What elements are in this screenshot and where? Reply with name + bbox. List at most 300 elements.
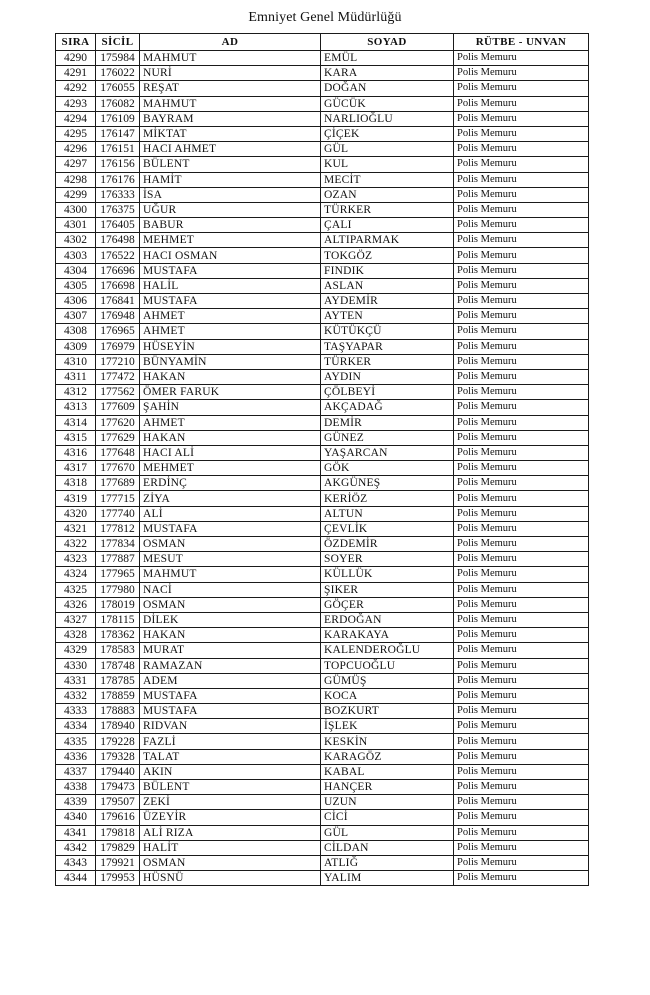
table-row [56,476,589,491]
column-header-sira: SIRA [56,34,96,51]
cell-soyad: DOĞAN [321,81,454,96]
cell-sicil: 177648 [96,445,140,460]
cell-ad: ERDİNÇ [140,476,321,491]
cell-sira: 4317 [56,461,96,476]
cell-soyad: ÇİÇEK [321,126,454,141]
cell-ad: MUSTAFA [140,704,321,719]
cell-sicil: 176147 [96,126,140,141]
cell-ad: MUSTAFA [140,294,321,309]
cell-rutbe-unvan: Polis Memuru [454,263,589,278]
cell-sira: 4313 [56,400,96,415]
cell-sira: 4310 [56,354,96,369]
cell-ad: MUSTAFA [140,263,321,278]
table-row [56,294,589,309]
cell-sira: 4306 [56,294,96,309]
cell-soyad: MECİT [321,172,454,187]
cell-rutbe-unvan: Polis Memuru [454,324,589,339]
cell-soyad: GÜMÜŞ [321,673,454,688]
table-row [56,339,589,354]
cell-ad: BÜLENT [140,780,321,795]
cell-sicil: 179507 [96,795,140,810]
cell-soyad: GÜL [321,825,454,840]
cell-sicil: 178583 [96,643,140,658]
cell-sira: 4303 [56,248,96,263]
table-row [56,491,589,506]
cell-sicil: 177629 [96,430,140,445]
cell-sira: 4341 [56,825,96,840]
table-row [56,734,589,749]
cell-sicil: 177887 [96,552,140,567]
cell-sira: 4312 [56,385,96,400]
cell-rutbe-unvan: Polis Memuru [454,400,589,415]
table-row [56,96,589,111]
table-row [56,263,589,278]
cell-rutbe-unvan: Polis Memuru [454,810,589,825]
cell-rutbe-unvan: Polis Memuru [454,415,589,430]
cell-sicil: 177834 [96,537,140,552]
column-header-ad: AD [140,34,321,51]
cell-rutbe-unvan: Polis Memuru [454,582,589,597]
cell-sicil: 179818 [96,825,140,840]
table-row [56,430,589,445]
cell-soyad: GÖÇER [321,597,454,612]
cell-rutbe-unvan: Polis Memuru [454,825,589,840]
table-row [56,461,589,476]
header-row [56,34,589,51]
cell-sicil: 178019 [96,597,140,612]
cell-rutbe-unvan: Polis Memuru [454,612,589,627]
table-row [56,855,589,870]
cell-soyad: KUL [321,157,454,172]
cell-ad: HACI AHMET [140,142,321,157]
cell-sira: 4344 [56,871,96,886]
table-row [56,248,589,263]
cell-ad: HÜSEYİN [140,339,321,354]
cell-sira: 4342 [56,840,96,855]
cell-soyad: AYDIN [321,369,454,384]
cell-sicil: 176333 [96,187,140,202]
cell-sicil: 176055 [96,81,140,96]
cell-ad: BABUR [140,218,321,233]
table-row [56,673,589,688]
cell-sira: 4322 [56,537,96,552]
cell-sira: 4291 [56,66,96,81]
cell-rutbe-unvan: Polis Memuru [454,780,589,795]
cell-ad: ALİ [140,506,321,521]
document-title: Emniyet Genel Müdürlüğü [248,10,402,25]
cell-sira: 4311 [56,369,96,384]
cell-soyad: ŞIKER [321,582,454,597]
cell-sira: 4307 [56,309,96,324]
cell-sira: 4293 [56,96,96,111]
cell-soyad: NARLIOĞLU [321,111,454,126]
cell-sira: 4290 [56,51,96,66]
cell-sicil: 175984 [96,51,140,66]
cell-rutbe-unvan: Polis Memuru [454,567,589,582]
table-header [56,34,589,51]
cell-rutbe-unvan: Polis Memuru [454,96,589,111]
cell-sicil: 177740 [96,506,140,521]
cell-sicil: 178748 [96,658,140,673]
cell-sira: 4294 [56,111,96,126]
table-row [56,415,589,430]
cell-sira: 4304 [56,263,96,278]
cell-ad: ZİYA [140,491,321,506]
cell-ad: TALAT [140,749,321,764]
cell-soyad: BOZKURT [321,704,454,719]
cell-ad: NACİ [140,582,321,597]
cell-sicil: 177980 [96,582,140,597]
cell-sicil: 176696 [96,263,140,278]
cell-rutbe-unvan: Polis Memuru [454,142,589,157]
cell-soyad: KARAKAYA [321,628,454,643]
cell-sira: 4336 [56,749,96,764]
table-row [56,521,589,536]
table-row [56,278,589,293]
cell-rutbe-unvan: Polis Memuru [454,157,589,172]
cell-sicil: 178883 [96,704,140,719]
cell-sira: 4305 [56,278,96,293]
table-row [56,825,589,840]
table-row [56,764,589,779]
cell-soyad: CİCİ [321,810,454,825]
cell-rutbe-unvan: Polis Memuru [454,537,589,552]
cell-ad: OSMAN [140,537,321,552]
cell-sicil: 177689 [96,476,140,491]
cell-soyad: KARAGÖZ [321,749,454,764]
cell-sicil: 176979 [96,339,140,354]
cell-ad: UĞUR [140,202,321,217]
cell-sicil: 176841 [96,294,140,309]
cell-sicil: 179829 [96,840,140,855]
personnel-table [55,33,589,886]
table-row [56,233,589,248]
cell-soyad: AYDEMİR [321,294,454,309]
table-row [56,506,589,521]
cell-soyad: ÇEVLİK [321,521,454,536]
cell-rutbe-unvan: Polis Memuru [454,369,589,384]
cell-soyad: AKGÜNEŞ [321,476,454,491]
cell-soyad: TOPCUOĞLU [321,658,454,673]
cell-sicil: 179328 [96,749,140,764]
cell-rutbe-unvan: Polis Memuru [454,445,589,460]
table-row [56,66,589,81]
table-row [56,126,589,141]
cell-rutbe-unvan: Polis Memuru [454,871,589,886]
cell-sicil: 177715 [96,491,140,506]
cell-soyad: ATLIĞ [321,855,454,870]
table-row [56,111,589,126]
cell-ad: BÜNYAMİN [140,354,321,369]
cell-ad: ŞAHİN [140,400,321,415]
cell-soyad: YAŞARCAN [321,445,454,460]
cell-rutbe-unvan: Polis Memuru [454,187,589,202]
table-row [56,643,589,658]
table-row [56,658,589,673]
cell-soyad: ASLAN [321,278,454,293]
cell-sicil: 178362 [96,628,140,643]
cell-soyad: ALTIPARMAK [321,233,454,248]
cell-rutbe-unvan: Polis Memuru [454,51,589,66]
cell-soyad: UZUN [321,795,454,810]
cell-sira: 4302 [56,233,96,248]
cell-ad: HALİL [140,278,321,293]
cell-sira: 4295 [56,126,96,141]
cell-sicil: 176405 [96,218,140,233]
cell-sira: 4338 [56,780,96,795]
cell-soyad: YALIM [321,871,454,886]
cell-rutbe-unvan: Polis Memuru [454,734,589,749]
cell-sira: 4300 [56,202,96,217]
cell-sicil: 176375 [96,202,140,217]
table-row [56,369,589,384]
cell-sira: 4314 [56,415,96,430]
cell-rutbe-unvan: Polis Memuru [454,719,589,734]
cell-soyad: OZAN [321,187,454,202]
cell-sira: 4329 [56,643,96,658]
cell-rutbe-unvan: Polis Memuru [454,294,589,309]
cell-sicil: 179921 [96,855,140,870]
table-row [56,324,589,339]
table-row [56,142,589,157]
cell-soyad: GÜNEZ [321,430,454,445]
cell-rutbe-unvan: Polis Memuru [454,248,589,263]
cell-ad: HÜSNÜ [140,871,321,886]
cell-soyad: KESKİN [321,734,454,749]
cell-sicil: 179473 [96,780,140,795]
cell-rutbe-unvan: Polis Memuru [454,673,589,688]
cell-sira: 4321 [56,521,96,536]
cell-sira: 4301 [56,218,96,233]
cell-sicil: 179616 [96,810,140,825]
column-header-sicil: SİCİL [96,34,140,51]
cell-sicil: 176156 [96,157,140,172]
cell-rutbe-unvan: Polis Memuru [454,476,589,491]
cell-sicil: 176151 [96,142,140,157]
cell-rutbe-unvan: Polis Memuru [454,111,589,126]
column-header-soyad: SOYAD [321,34,454,51]
table-row [56,51,589,66]
cell-rutbe-unvan: Polis Memuru [454,309,589,324]
cell-rutbe-unvan: Polis Memuru [454,506,589,521]
cell-rutbe-unvan: Polis Memuru [454,339,589,354]
cell-rutbe-unvan: Polis Memuru [454,202,589,217]
cell-soyad: KÜTÜKÇÜ [321,324,454,339]
cell-sira: 4298 [56,172,96,187]
cell-rutbe-unvan: Polis Memuru [454,491,589,506]
cell-ad: MEHMET [140,461,321,476]
cell-ad: İSA [140,187,321,202]
cell-sicil: 176498 [96,233,140,248]
cell-sira: 4297 [56,157,96,172]
table-row [56,172,589,187]
cell-sira: 4299 [56,187,96,202]
cell-ad: HAMİT [140,172,321,187]
cell-soyad: KOCA [321,688,454,703]
cell-sira: 4323 [56,552,96,567]
table-row [56,871,589,886]
cell-ad: HALİT [140,840,321,855]
cell-sicil: 176176 [96,172,140,187]
column-header-rutbe-unvan: RÜTBE - UNVAN [454,34,589,51]
cell-soyad: TÜRKER [321,354,454,369]
cell-ad: BAYRAM [140,111,321,126]
cell-sicil: 178115 [96,612,140,627]
cell-ad: MESUT [140,552,321,567]
cell-sicil: 176965 [96,324,140,339]
cell-soyad: FINDIK [321,263,454,278]
cell-sicil: 177609 [96,400,140,415]
cell-ad: MURAT [140,643,321,658]
cell-ad: OSMAN [140,597,321,612]
cell-ad: BÜLENT [140,157,321,172]
cell-sira: 4331 [56,673,96,688]
table-row [56,157,589,172]
table-row [56,202,589,217]
table-row [56,567,589,582]
cell-rutbe-unvan: Polis Memuru [454,749,589,764]
cell-sicil: 178940 [96,719,140,734]
cell-sira: 4340 [56,810,96,825]
cell-soyad: KARA [321,66,454,81]
table-row [56,719,589,734]
cell-soyad: TAŞYAPAR [321,339,454,354]
cell-rutbe-unvan: Polis Memuru [454,628,589,643]
table-row [56,688,589,703]
cell-ad: DİLEK [140,612,321,627]
cell-rutbe-unvan: Polis Memuru [454,385,589,400]
table-row [56,810,589,825]
cell-sira: 4334 [56,719,96,734]
cell-sira: 4335 [56,734,96,749]
table-row [56,704,589,719]
cell-soyad: GÖK [321,461,454,476]
cell-ad: AHMET [140,309,321,324]
cell-sira: 4337 [56,764,96,779]
cell-ad: ÖMER FARUK [140,385,321,400]
cell-sira: 4339 [56,795,96,810]
cell-sicil: 177670 [96,461,140,476]
cell-sicil: 176698 [96,278,140,293]
cell-ad: OSMAN [140,855,321,870]
cell-sira: 4325 [56,582,96,597]
cell-ad: AKIN [140,764,321,779]
cell-ad: MUSTAFA [140,521,321,536]
cell-rutbe-unvan: Polis Memuru [454,855,589,870]
table-row [56,385,589,400]
cell-ad: MUSTAFA [140,688,321,703]
cell-ad: ZEKİ [140,795,321,810]
cell-sira: 4332 [56,688,96,703]
cell-soyad: KALENDEROĞLU [321,643,454,658]
cell-sicil: 179440 [96,764,140,779]
cell-sicil: 179953 [96,871,140,886]
cell-sicil: 178785 [96,673,140,688]
cell-soyad: KABAL [321,764,454,779]
cell-sicil: 177965 [96,567,140,582]
cell-soyad: ÇALI [321,218,454,233]
cell-ad: HACI OSMAN [140,248,321,263]
table-row [56,552,589,567]
cell-soyad: ERDOĞAN [321,612,454,627]
cell-sira: 4326 [56,597,96,612]
cell-sira: 4320 [56,506,96,521]
cell-rutbe-unvan: Polis Memuru [454,81,589,96]
cell-rutbe-unvan: Polis Memuru [454,461,589,476]
table-row [56,81,589,96]
cell-sira: 4328 [56,628,96,643]
cell-rutbe-unvan: Polis Memuru [454,430,589,445]
cell-soyad: CİLDAN [321,840,454,855]
table-row [56,582,589,597]
table-row [56,445,589,460]
cell-sira: 4315 [56,430,96,445]
cell-sira: 4296 [56,142,96,157]
cell-sira: 4319 [56,491,96,506]
table-row [56,628,589,643]
cell-soyad: ÇÖLBEYİ [321,385,454,400]
cell-soyad: KÜLLÜK [321,567,454,582]
cell-sira: 4308 [56,324,96,339]
table-row [56,537,589,552]
cell-rutbe-unvan: Polis Memuru [454,597,589,612]
cell-soyad: GÜL [321,142,454,157]
table-row [56,840,589,855]
cell-rutbe-unvan: Polis Memuru [454,795,589,810]
cell-sicil: 177620 [96,415,140,430]
cell-ad: ÜZEYİR [140,810,321,825]
cell-soyad: AKÇADAĞ [321,400,454,415]
table-body [56,51,589,886]
cell-rutbe-unvan: Polis Memuru [454,66,589,81]
cell-rutbe-unvan: Polis Memuru [454,126,589,141]
cell-rutbe-unvan: Polis Memuru [454,658,589,673]
cell-sira: 4292 [56,81,96,96]
cell-sicil: 176109 [96,111,140,126]
cell-sira: 4318 [56,476,96,491]
cell-ad: HACI ALİ [140,445,321,460]
cell-sira: 4333 [56,704,96,719]
table-row [56,780,589,795]
cell-sicil: 176082 [96,96,140,111]
cell-ad: RAMAZAN [140,658,321,673]
cell-sicil: 178859 [96,688,140,703]
cell-rutbe-unvan: Polis Memuru [454,233,589,248]
cell-sira: 4330 [56,658,96,673]
table-row [56,597,589,612]
cell-sicil: 177562 [96,385,140,400]
cell-rutbe-unvan: Polis Memuru [454,172,589,187]
cell-soyad: EMÜL [321,51,454,66]
table-row [56,187,589,202]
cell-soyad: SOYER [321,552,454,567]
cell-sicil: 177812 [96,521,140,536]
cell-sira: 4309 [56,339,96,354]
cell-sira: 4316 [56,445,96,460]
table-row [56,309,589,324]
cell-ad: RIDVAN [140,719,321,734]
cell-rutbe-unvan: Polis Memuru [454,688,589,703]
cell-soyad: DEMİR [321,415,454,430]
cell-ad: MAHMUT [140,96,321,111]
cell-sira: 4324 [56,567,96,582]
table-row [56,218,589,233]
cell-soyad: KERİÖZ [321,491,454,506]
cell-ad: AHMET [140,415,321,430]
cell-rutbe-unvan: Polis Memuru [454,218,589,233]
cell-ad: MİKTAT [140,126,321,141]
cell-soyad: HANÇER [321,780,454,795]
